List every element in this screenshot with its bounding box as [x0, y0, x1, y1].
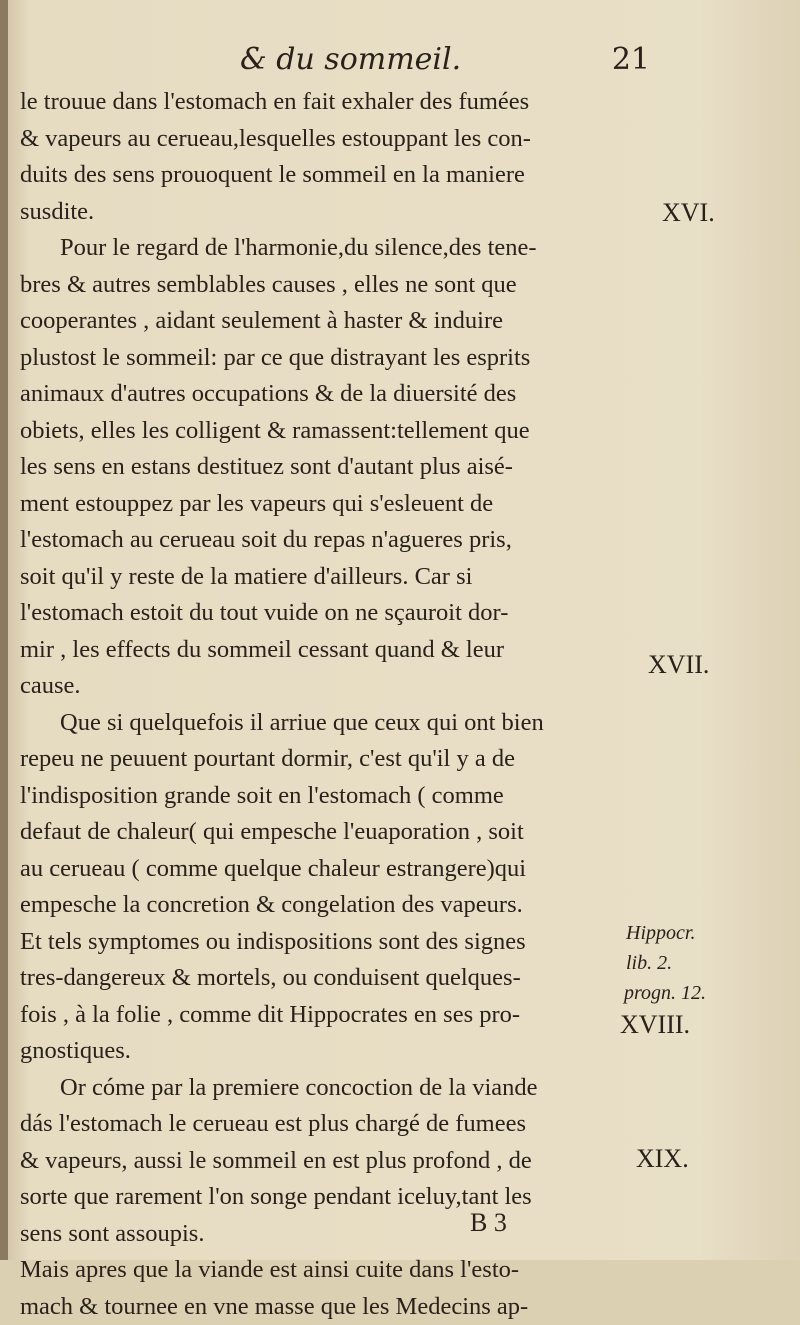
text-line: dás l'estomach le cerueau est plus chargé de fumees: [20, 1106, 620, 1143]
signature-mark: B 3: [470, 1208, 507, 1238]
margin-note-xix: XIX.: [636, 1144, 689, 1174]
page-header: [230, 42, 650, 82]
text-line: mir , les effects du sommeil cessant quand & leur: [20, 632, 620, 669]
text-line: les sens en estans destituez sont d'autant plus aisé-: [20, 449, 620, 486]
text-line: tres-dangereux & mortels, ou conduisent quelques-: [20, 960, 620, 997]
text-line: gnostiques.: [20, 1033, 620, 1070]
text-line: Mais apres que la viande est ainsi cuite dans l'esto-: [20, 1252, 620, 1289]
text-line: & vapeurs au cerueau,lesquelles estouppant les con-: [20, 121, 620, 158]
text-line: Pour le regard de l'harmonie,du silence,des tene-: [20, 230, 620, 267]
text-line: cause.: [20, 668, 620, 705]
binding-gutter: [0, 0, 8, 1260]
text-line: le trouue dans l'estomach en fait exhaler des fumées: [20, 84, 620, 121]
running-title: & du sommeil.: [240, 42, 461, 77]
margin-note-xvii: XVII.: [648, 650, 709, 680]
text-line: defaut de chaleur( qui empesche l'euaporation , soit: [20, 814, 620, 851]
margin-note-hippocrates-book: lib. 2.: [626, 952, 672, 975]
margin-note-xvi: XVI.: [662, 198, 715, 228]
page-number: 21: [612, 42, 650, 77]
text-line: Que si quelquefois il arriue que ceux qui ont bien: [20, 705, 620, 742]
body-text: [20, 84, 620, 1325]
text-line: animaux d'autres occupations & de la diuersité des: [20, 376, 620, 413]
text-line: cooperantes , aidant seulement à haster & induire: [20, 303, 620, 340]
margin-note-hippocrates: Hippocr.: [626, 922, 695, 945]
text-line: susdite.: [20, 194, 620, 231]
margin-note-xviii: XVIII.: [620, 1010, 690, 1040]
text-line: duits des sens prouoquent le sommeil en la maniere: [20, 157, 620, 194]
text-line: Or cóme par la premiere concoction de la viande: [20, 1070, 620, 1107]
text-line: plustost le sommeil: par ce que distrayant les esprits: [20, 340, 620, 377]
text-line: bres & autres semblables causes , elles ne sont que: [20, 267, 620, 304]
text-line: au cerueau ( comme quelque chaleur estrangere)qui: [20, 851, 620, 888]
text-line: obiets, elles les colligent & ramassent:tellement que: [20, 413, 620, 450]
text-line: sorte que rarement l'on songe pendant iceluy,tant les: [20, 1179, 620, 1216]
text-line: & vapeurs, aussi le sommeil en est plus profond , de: [20, 1143, 620, 1180]
text-line: ment estouppez par les vapeurs qui s'esleuent de: [20, 486, 620, 523]
text-line: mach & tournee en vne masse que les Medecins ap-: [20, 1289, 620, 1325]
text-line: Et tels symptomes ou indispositions sont des signes: [20, 924, 620, 961]
text-line: sens sont assoupis.: [20, 1216, 620, 1253]
text-line: empesche la concretion & congelation des vapeurs.: [20, 887, 620, 924]
text-line: fois , à la folie , comme dit Hippocrates en ses pro-: [20, 997, 620, 1034]
text-line: repeu ne peuuent pourtant dormir, c'est qu'il y a de: [20, 741, 620, 778]
text-line: l'indisposition grande soit en l'estomach ( comme: [20, 778, 620, 815]
text-line: soit qu'il y reste de la matiere d'ailleurs. Car si: [20, 559, 620, 596]
text-line: l'estomach au cerueau soit du repas n'agueres pris,: [20, 522, 620, 559]
margin-note-prognostics: progn. 12.: [624, 982, 706, 1005]
text-line: l'estomach estoit du tout vuide on ne sçauroit dor-: [20, 595, 620, 632]
